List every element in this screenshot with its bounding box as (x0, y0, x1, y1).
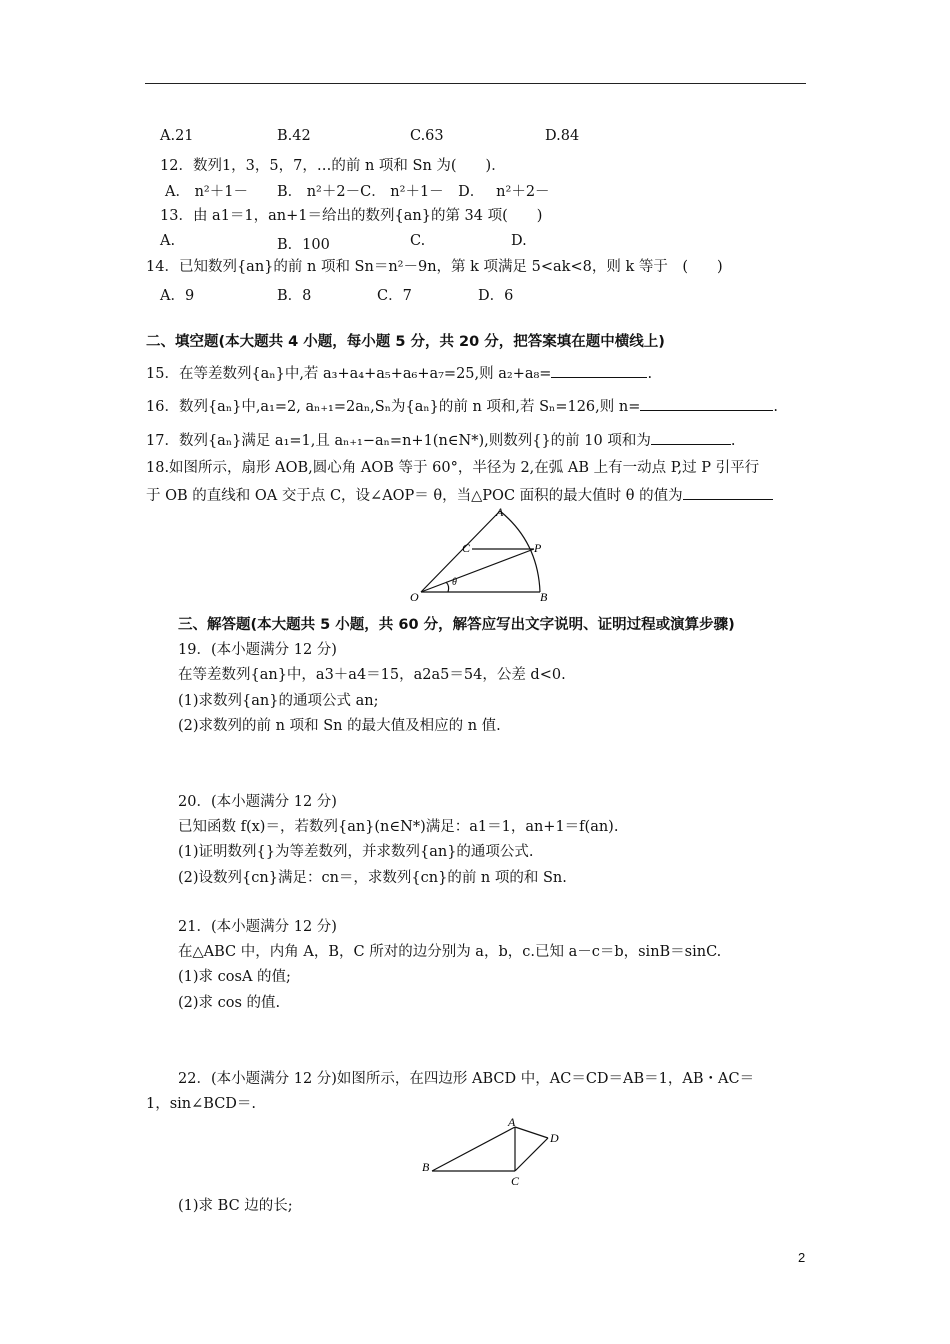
label-A: A (496, 505, 504, 519)
q19-line3: (2)求数列的前 n 项和 Sn 的最大值及相应的 n 值. (178, 718, 501, 734)
label-D2: D (550, 1131, 559, 1145)
label-O: O (410, 590, 419, 604)
header-rule (145, 83, 806, 84)
q21-line1: 在△ABC 中，内角 A，B，C 所对的边分别为 a，b，c.已知 a－c＝b，sinB＝sinC. (178, 944, 722, 960)
line-CD (515, 1138, 548, 1171)
q19-line1: 在等差数列{an}中，a3＋a4＝15，a2a5＝54，公差 d<0. (178, 667, 566, 683)
q22-part1: (1)求 BC 边的长; (178, 1198, 293, 1214)
line-AD (515, 1127, 548, 1138)
line-OP (421, 549, 534, 592)
q11-option-d: D.84 (545, 128, 580, 144)
q16: 16．数列{aₙ}中,a₁=2, aₙ₊₁=2aₙ,Sₙ为{aₙ}的前 n 项和,若 Sₙ=126,则 n= . (146, 396, 778, 416)
q13-option-a: A. (160, 233, 176, 249)
q21-line3: (2)求 cos 的值. (178, 995, 281, 1011)
section2-heading: 二、填空题(本大题共 4 小题，每小题 5 分，共 20 分，把答案填在题中横线上) (146, 334, 665, 350)
q15-text: 15．在等差数列{aₙ}中,若 a₃+a₄+a₅+a₆+a₇=25,则 a₂+a₈= (146, 366, 552, 382)
q21-line2: (1)求 cosA 的值; (178, 969, 291, 985)
section3-heading: 三、解答题(本大题共 5 小题，共 60 分，解答应写出文字说明、证明过程或演算步骤) (178, 617, 735, 633)
q16-text: 16．数列{aₙ}中,a₁=2, aₙ₊₁=2aₙ,Sₙ为{aₙ}的前 n 项和,若 Sₙ=126,则 n= (146, 399, 641, 415)
quadrilateral-figure (420, 1116, 570, 1190)
q18-line1: 18.如图所示，扇形 AOB,圆心角 AOB 等于 60°，半径为 2,在弧 AB 上有一动点 P,过 P 引平行 (146, 460, 760, 476)
q14-option-b: B．8 (277, 288, 312, 304)
theta-arc (446, 582, 449, 592)
q14-option-d: D．6 (478, 288, 514, 304)
q18-line2-text: 于 OB 的直线和 OA 交于点 C，设∠AOP＝ θ，当△POC 面积的最大值时 θ 的值为 (146, 488, 683, 504)
q18-blank (683, 485, 773, 500)
q20-line2: (1)证明数列{}为等差数列，并求数列{an}的通项公式. (178, 844, 534, 860)
label-theta: θ (452, 577, 457, 588)
q13-option-c: C. (410, 233, 426, 249)
q11-option-c: C.63 (410, 128, 444, 144)
label-B2: B (422, 1160, 430, 1174)
q13-stem: 13．由 a1＝1，an+1＝给出的数列{an}的第 34 项( ) (160, 208, 543, 224)
q20-title: 20．(本小题满分 12 分) (178, 794, 337, 810)
q12-options: A． n²＋1－ B． n²＋2－C． n²＋1－ D． n²＋2－ (165, 184, 550, 200)
label-B: B (540, 590, 548, 604)
q22-line2: 1，sin∠BCD＝. (146, 1096, 257, 1112)
q16-blank (640, 396, 773, 411)
label-P: P (534, 541, 542, 555)
q21-title: 21．(本小题满分 12 分) (178, 919, 337, 935)
sector-figure (410, 502, 570, 606)
q17: 17．数列{aₙ}满足 a₁=1,且 aₙ₊₁−aₙ=n+1(n∈N*),则数列{}的前 10 项和为 . (146, 430, 735, 450)
q14-option-a: A．9 (160, 288, 195, 304)
q17-text: 17．数列{aₙ}满足 a₁=1,且 aₙ₊₁−aₙ=n+1(n∈N*),则数列{}的前 10 项和为 (146, 433, 651, 449)
q13-option-b: B．100 (277, 237, 330, 253)
label-A2: A (508, 1116, 516, 1129)
q20-line3: (2)设数列{cn}满足：cn＝，求数列{cn}的前 n 项的和 Sn. (178, 870, 567, 886)
q13-option-d: D. (511, 233, 527, 249)
q15-blank (551, 363, 647, 378)
q20-line1: 已知函数 f(x)＝，若数列{an}(n∈N*)满足：a1＝1，an+1＝f(an). (178, 819, 619, 835)
q14-option-c: C．7 (377, 288, 412, 304)
q11-option-a: A.21 (160, 128, 194, 144)
line-BA (432, 1127, 515, 1171)
q22-line1: 22．(本小题满分 12 分)如图所示，在四边形 ABCD 中，AC＝CD＝AB＝1，AB・AC＝ (178, 1071, 755, 1087)
q19-title: 19．(本小题满分 12 分) (178, 642, 337, 658)
q19-line2: (1)求数列{an}的通项公式 an; (178, 693, 379, 709)
q11-option-b: B.42 (277, 128, 311, 144)
q15: 15．在等差数列{aₙ}中,若 a₃+a₄+a₅+a₆+a₇=25,则 a₂+a₈= . (146, 363, 652, 383)
label-C2: C (511, 1174, 520, 1188)
q12-stem: 12．数列1，3，5，7，…的前 n 项和 Sn 为( )． (160, 158, 506, 174)
q14-stem: 14．已知数列{an}的前 n 项和 Sn＝n²－9n，第 k 项满足 5<ak<8，则 k 等于 ( ) (146, 259, 723, 275)
label-C: C (462, 541, 471, 555)
q17-blank (651, 430, 731, 445)
page-number: 2 (798, 1250, 806, 1265)
line-OA (421, 511, 500, 592)
